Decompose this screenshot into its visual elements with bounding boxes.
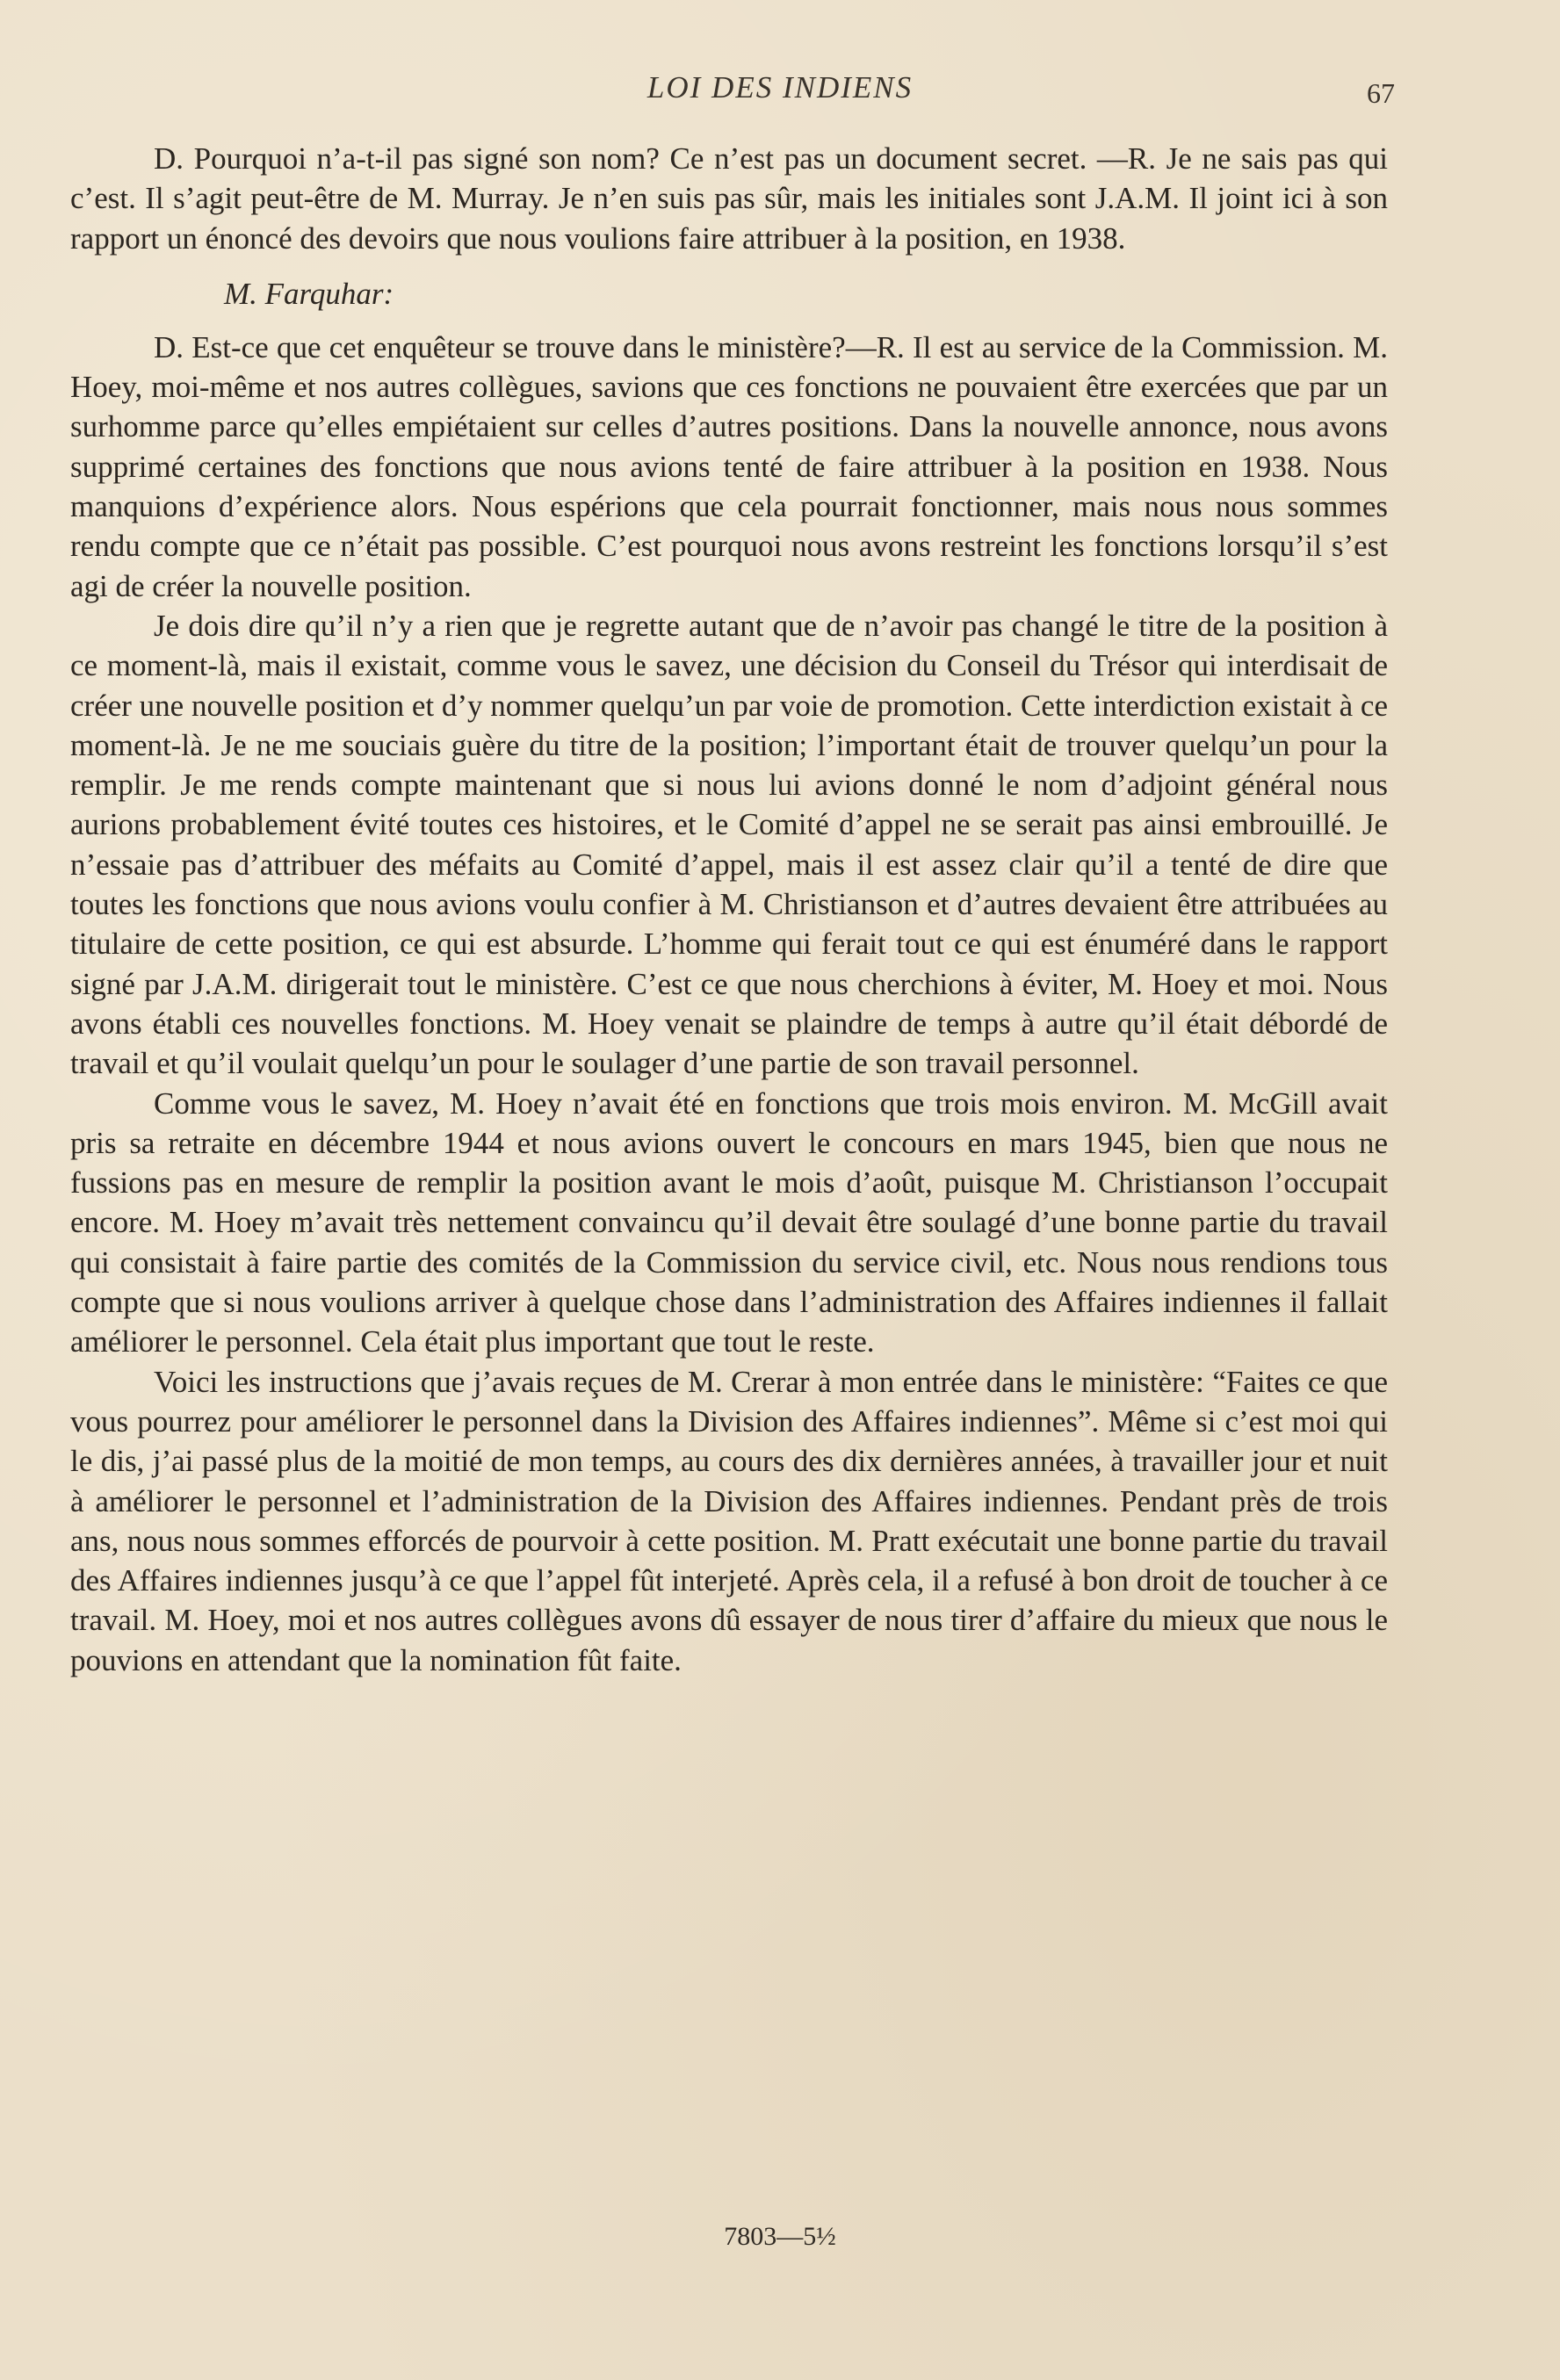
paragraph-question-signature: D. Pourquoi n’a-t-il pas signé son nom? Ce n’est pas un document secret. —R. Je ne sais pas qui c’est. Il s’agit peut-être de M. Murray. Je n’en suis pas sûr, mais les initiales sont J.A.M. Il joint ici à son rapport un énoncé des devoirs que nous voulions faire attribuer à la position, en 1938.	[70, 141, 1388, 256]
paragraph-hoey-duties: Comme vous le savez, M. Hoey n’avait été en fonctions que trois mois environ. M. McGill avait pris sa retraite en décembre 1944 et nous avions ouvert le concours en mars 1945, bien que nous ne fussions pas en mesure de remplir la position avant le mois d’août, puisque M. Christianson l’occupait encore. M. Hoey m’avait très nettement convaincu qu’il devait être soulagé d’une bonne partie du travail qui consistait à faire partie des comités de la Commission du service civil, etc. Nous nous rendions tous compte que si nous voulions arriver à quelque chose dans l’administration des Affaires indiennes il fallait améliorer le personnel. Cela était plus important que tout le reste.	[70, 1085, 1388, 1359]
paragraph-question-investigator: D. Est-ce que cet enquêteur se trouve dans le ministère?—R. Il est au service de la Commission. M. Hoey, moi-même et nos autres collègues, savions que ces fonctions ne pouvaient être exercées que par un surhomme parce qu’elles empiétaient sur celles d’autres positions. Dans la nouvelle annonce, nous avons supprimé certaines des fonctions que nous avions tenté de faire attribuer à la position en 1938. Nous manquions d’expérience alors. Nous espérions que cela pourrait fonctionner, mais nous nous sommes rendu compte que ce n’était pas possible. C’est pourquoi nous avons restreint les fonctions lorsqu’il s’est agi de créer la nouvelle position.	[70, 329, 1388, 603]
page-number: 67	[1367, 77, 1395, 109]
printer-signature-mark: 7803—5½	[724, 2222, 836, 2251]
speaker-label: M. Farquhar:	[224, 276, 394, 311]
body-text	[70, 139, 1388, 1680]
paragraph-crerar-instructions: Voici les instructions que j’avais reçues de M. Crerar à mon entrée dans le ministère: “Faites ce que vous pourrez pour améliorer le personnel dans la Division des Affaires indiennes”. Même si c’est moi qui le dis, j’ai passé plus de la moitié de mon temps, au cours des dix dernières années, à travailler jour et nuit à améliorer le personnel et l’administration de la Division des Affaires indiennes. Pendant près de trois ans, nous nous sommes efforcés de pourvoir à cette position. M. Pratt exécutait une bonne partie du travail des Affaires indiennes jusqu’à ce que l’appel fût interjeté. Après cela, il a refusé à bon droit de toucher à ce travail. M. Hoey, moi et nos autres collègues avons dû essayer de nous tirer d’affaire du mieux que nous le pouvions en attendant que la nomination fût faite.	[70, 1364, 1388, 1677]
running-head	[0, 70, 1560, 114]
running-title: LOI DES INDIENS	[646, 70, 914, 105]
paragraph-position-title: Je dois dire qu’il n’y a rien que je regrette autant que de n’avoir pas changé le titre de la position à ce moment-là, mais il existait, comme vous le savez, une décision du Conseil du Trésor qui interdisait de créer une nouvelle position et d’y nommer quelqu’un par voie de promotion. Cette interdiction existait à ce moment-là. Je ne me souciais guère du titre de la position; l’important était de trouver quelqu’un pour la remplir. Je me rends compte maintenant que si nous lui avions donné le nom d’adjoint général nous aurions probablement évité toutes ces histoires, et le Comité d’appel ne se serait pas ainsi embrouillé. Je n’essaie pas d’attribuer des méfaits au Comité d’appel, mais il est assez clair qu’il a tenté de dire que toutes les fonctions que nous avions voulu confier à M. Christianson et d’autres devaient être attribuées au titulaire de cette position, ce qui est absurde. L’homme qui ferait tout ce qui est énuméré dans le rapport signé par J.A.M. dirigerait tout le ministère. C’est ce que nous cherchions à éviter, M. Hoey et moi. Nous avons établi ces nouvelles fonctions. M. Hoey venait se plaindre de temps à autre qu’il était débordé de travail et qu’il voulait quelqu’un pour le soulager d’une partie de son travail personnel.	[70, 608, 1388, 1081]
